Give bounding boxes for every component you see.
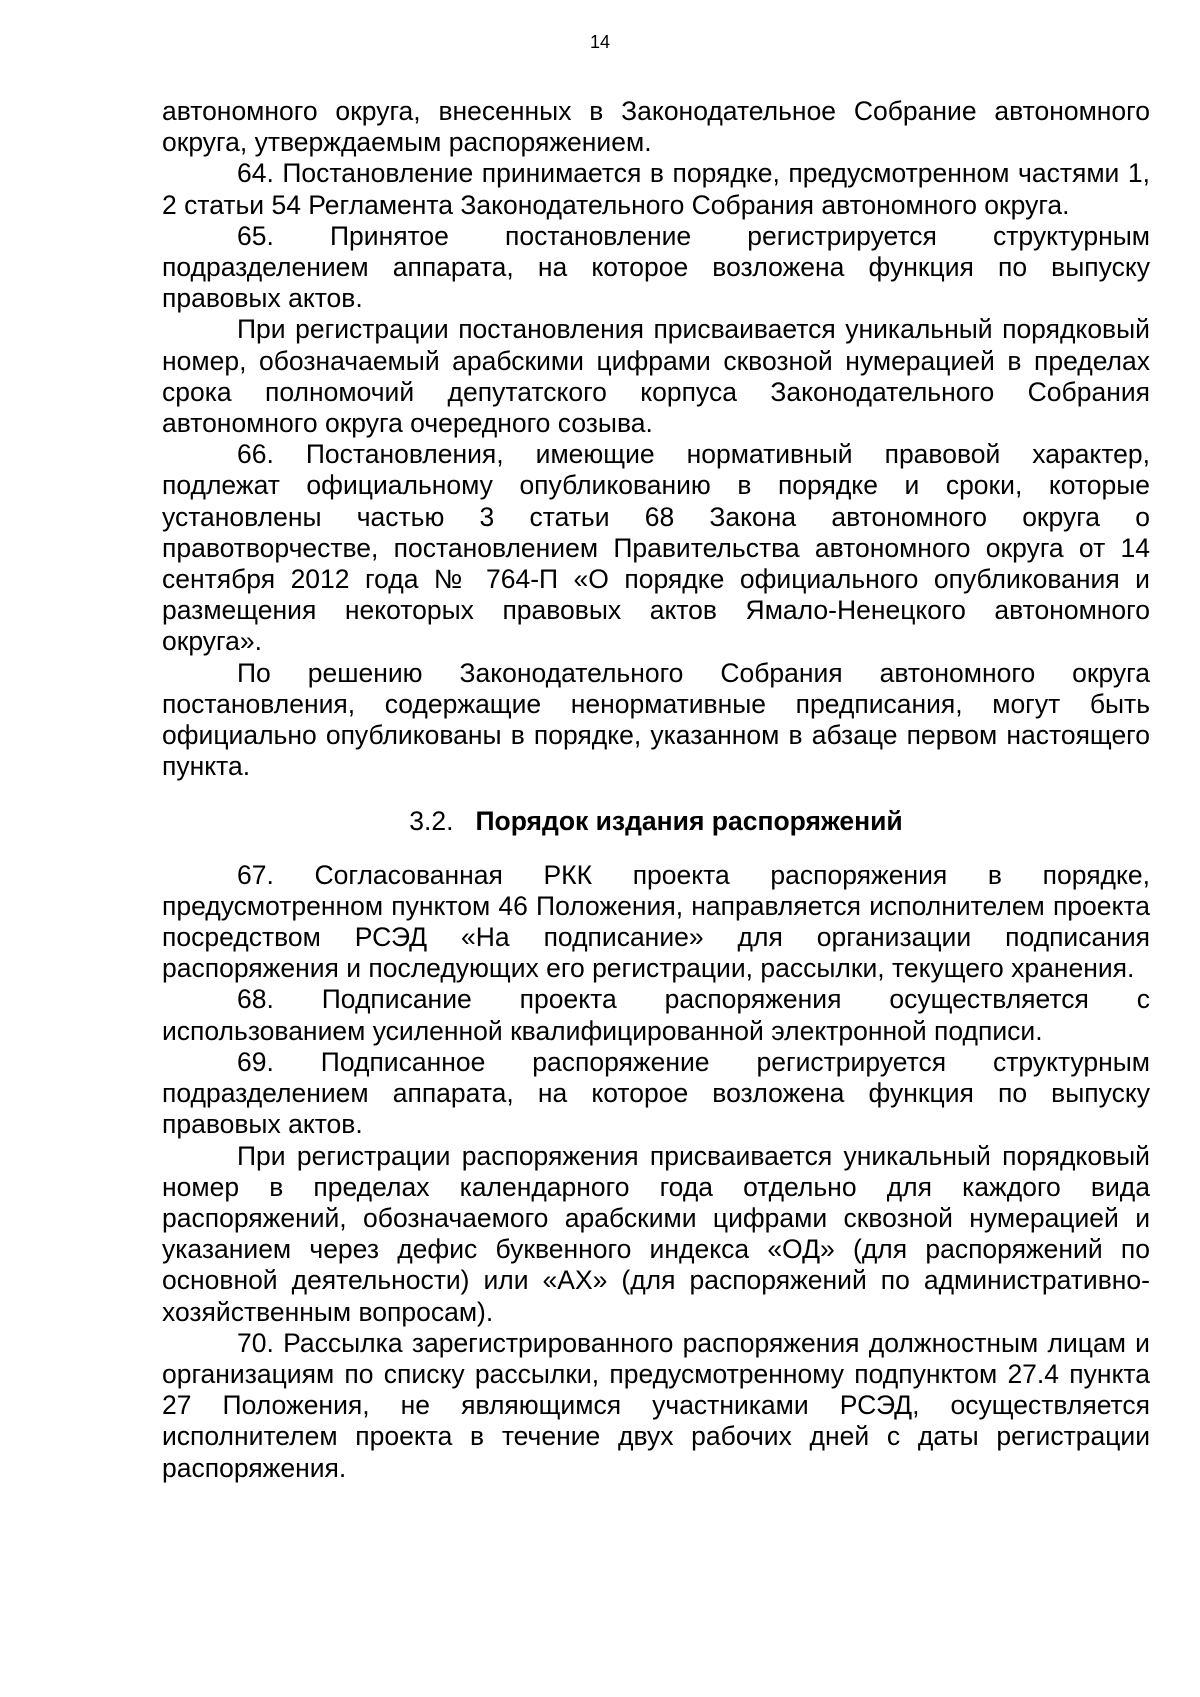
paragraph-item-65-registration: При регистрации постановления присваивается уникальный порядковый номер, обозначаемый арабскими цифрами сквозной нумерацией в пределах срока полномочий депутатского корпуса Законодательного Собрания автономного округа очередного созыва.	[162, 314, 1150, 439]
paragraph-item-66: 66. Постановления, имеющие нормативный правовой характер, подлежат официальному опубликованию в порядке и сроки, которые установлены частью 3 статьи 68 Закона автономного округа о правотворчестве, постановлением Правительства автономного округа от 14 сентября 2012 года № 764-П «О порядке официального опубликования и размещения некоторых правовых актов Ямало-Ненецкого автономного округа».	[162, 439, 1150, 657]
paragraph-item-69: 69. Подписанное распоряжение регистрируется структурным подразделением аппарата, на которое возложена функция по выпуску правовых актов.	[162, 1046, 1150, 1140]
paragraph-item-70: 70. Рассылка зарегистрированного распоряжения должностным лицам и организациям по списку рассылки, предусмотренному подпунктом 27.4 пункта 27 Положения, не являющимся участниками РСЭД, осуществляется исполнителем проекта в течение двух рабочих дней с даты регистрации распоряжения.	[162, 1327, 1150, 1483]
paragraph-item-69-registration: При регистрации распоряжения присваивается уникальный порядковый номер в пределах календарного года отдельно для каждого вида распоряжений, обозначаемого арабскими цифрами сквозной нумерацией и указанием через дефис буквенного индекса «ОД» (для распоряжений по основной деятельности) или «АХ» (для распоряжений по административно-хозяйственным вопросам).	[162, 1140, 1150, 1327]
paragraph-item-68: 68. Подписание проекта распоряжения осуществляется с использованием усиленной квалифицированной электронной подписи.	[162, 984, 1150, 1046]
paragraph-item-67: 67. Согласованная РКК проекта распоряжения в порядке, предусмотренном пунктом 46 Положения, направляется исполнителем проекта посредством РСЭД «На подписание» для организации подписания распоряжения и последующих его регистрации, рассылки, текущего хранения.	[162, 859, 1150, 984]
section-heading	[162, 806, 1150, 837]
paragraph-item-64: 64. Постановление принимается в порядке, предусмотренном частями 1, 2 статьи 54 Регламента Законодательного Собрания автономного округа.	[162, 158, 1150, 220]
paragraph-item-65: 65. Принятое постановление регистрируется структурным подразделением аппарата, на которое возложена функция по выпуску правовых актов.	[162, 220, 1150, 314]
paragraph-continuation: автономного округа, внесенных в Законодательное Собрание автономного округа, утверждаемым распоряжением.	[162, 96, 1150, 158]
paragraph-item-66-decision: По решению Законодательного Собрания автономного округа постановления, содержащие ненормативные предписания, могут быть официально опубликованы в порядке, указанном в абзаце первом настоящего пункта.	[162, 657, 1150, 782]
page-number: 14	[589, 32, 611, 52]
section-number: 3.2.	[409, 806, 454, 837]
document-body	[162, 96, 1150, 1484]
section-title: Порядок издания распоряжений	[475, 806, 903, 837]
